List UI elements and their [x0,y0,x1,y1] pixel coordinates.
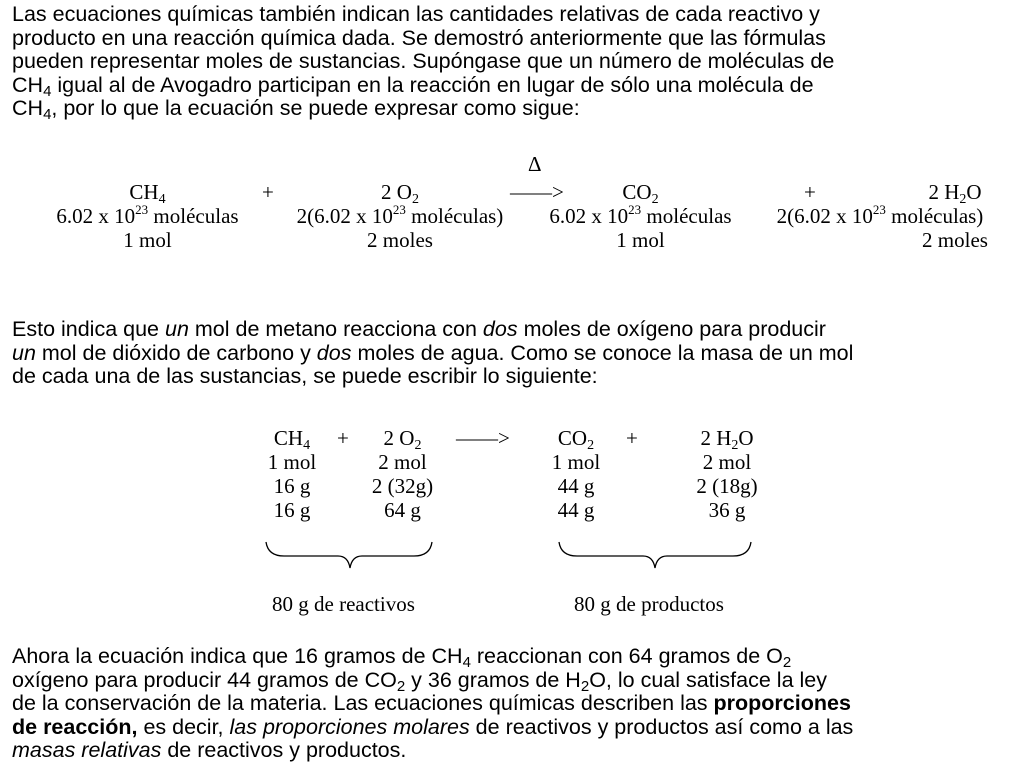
ch4-mass-column [262,426,322,522]
plus-sign [262,180,274,204]
text-span: 80 g de productos [574,592,724,616]
text-span: 16 g [273,498,311,522]
text-span: 2 moles [922,228,988,252]
emphasis: masas relativas [12,738,162,762]
text-line [12,716,1016,740]
text-span: 2(6.02 x 10 [296,204,393,228]
mass-each [360,474,445,498]
bold-text: de reacción, [12,714,138,739]
text-span: 36 g [708,498,746,522]
subscript: 4 [43,106,52,123]
o2-column [280,180,520,252]
text-span: producto en una reacción química dada. Se demostró anteriormente que las fórmulas [12,25,826,50]
subscript: 2 [580,677,590,695]
text-span: pueden representar moles de sustancias. Supóngase que un número de moléculas de [12,49,835,73]
text-span: + [626,426,638,450]
formula [262,426,322,453]
mass-total [262,498,322,522]
mass-each [540,474,612,498]
text-span: de reactivos y productos así como a las [469,714,854,739]
formula [40,180,255,207]
text-span: 2(6.02 x 10 [776,204,873,228]
text-span: de cada una de las sustancias, se puede escribir lo siguiente: [12,364,598,388]
co2-mass-column [540,426,612,522]
text-span: moléculas [641,204,732,228]
text-line [12,74,1016,98]
text-span: 2 moles [367,228,433,252]
text-span: + [337,426,349,450]
reaction-arrow [456,426,510,450]
text-span: 1 mol [123,228,172,252]
bold-text: proporciones [713,691,851,715]
text-line [12,669,1016,693]
text-line [12,739,1016,763]
text-span: oxígeno para producir 44 gramos de CO [12,667,397,692]
text-span: 2 (32g) [371,474,434,498]
text-span: O, lo cual satisface la ley [589,667,827,692]
text-span: 64 g [384,498,421,522]
formula [682,426,772,453]
text-line [12,50,1016,74]
text-span: CH [12,72,44,97]
text-span: 2 O [383,426,415,450]
text-line [12,645,1016,669]
subscript: 2 [651,192,659,207]
text-span: 2 mol [378,450,427,474]
o2-mass-column [360,426,445,522]
plus-sign [626,426,638,450]
text-span: 2 mol [702,450,752,474]
text-span: 6.02 x 10 [549,204,629,228]
products-brace-icon [555,538,755,574]
molecule-count [40,204,255,228]
subscript: 2 [414,438,422,453]
text-span: Esto indica que [12,317,165,341]
text-span: Δ [528,152,542,176]
text-line [12,692,1016,716]
text-span: y 36 gramos de H [405,667,581,692]
products-total [574,592,724,616]
mol-value [262,450,322,474]
text-span: mol de dióxido de carbono y [35,340,317,365]
subscript: 2 [731,438,739,453]
text-span: CO [622,180,652,204]
text-span: 6.02 x 10 [56,204,136,228]
text-span: 2 (18g) [696,474,758,498]
subscript: 2 [782,654,792,671]
mass-total [360,498,445,522]
subscript: 2 [587,438,595,453]
text-span: de la conservación de la materia. Las ecuaciones químicas describen las [12,691,714,715]
delta-symbol [528,152,542,176]
text-span: moléculas) [885,204,984,228]
mole-count [756,228,1004,252]
text-span: CO [557,426,588,450]
text-span: 16 g [273,474,311,498]
text-span: CH [129,180,159,204]
text-span: 44 g [557,498,595,522]
reactants-brace-icon [262,538,437,574]
text-line [12,27,1016,51]
text-line [12,365,1016,389]
text-span: + [262,180,274,204]
text-span: moles de oxígeno para producir [517,317,826,341]
formula [533,180,748,207]
text-line [12,342,1016,366]
text-span: 80 g de reactivos [272,592,415,616]
superscript: 23 [392,202,406,217]
mole-count [280,228,520,252]
mol-value [682,450,772,474]
molecule-count [280,204,520,228]
h2o-column [756,180,1004,252]
mass-total [682,498,772,522]
text-span: Ahora la ecuación indica que 16 gramos de CH [12,644,463,668]
superscript: 23 [872,202,886,217]
text-span: igual al de Avogadro participan en la reacción en lugar de sólo una molécula de [51,72,814,97]
emphasis: un [165,317,189,341]
text-line [12,97,1016,121]
text-line [12,318,1016,342]
text-span: Las ecuaciones químicas también indican las cantidades relativas de cada reactivo y [12,2,820,26]
text-span: + [804,180,816,204]
text-span: CH [12,96,44,120]
text-span: moles de agua. Como se conoce la masa de un mol [351,340,854,365]
subscript: 4 [43,82,52,100]
mol-value [360,450,445,474]
text-span: 2 O [381,180,412,204]
reactants-total [272,592,415,616]
mass-total [540,498,612,522]
intro-paragraph [12,3,1016,121]
plus-sign [337,426,349,450]
subscript: 2 [959,192,967,207]
formula [280,180,520,207]
text-span: mol de metano reacciona con [188,317,483,341]
subscript: 2 [396,677,406,695]
text-span: 1 mol [616,228,665,252]
text-span: 44 g [557,474,595,498]
text-span: O [966,180,982,204]
co2-column [533,180,748,252]
mole-count [533,228,748,252]
emphasis: las proporciones molares [229,714,470,739]
text-span: de reactivos y productos. [161,738,407,762]
text-span: , por lo que la ecuación se puede expresar como sigue: [51,96,580,120]
subscript: 4 [462,654,471,671]
text-span: 1 mol [551,450,601,474]
text-span: ——> [456,426,510,450]
text-span: 2 H [700,426,732,450]
molecule-count [533,204,748,228]
text-span: es decir, [137,714,230,739]
mole-count [40,228,255,252]
emphasis: un [12,340,36,365]
subscript: 4 [158,192,166,207]
text-span: 2 H [928,180,960,204]
mol-value [540,450,612,474]
explanation-paragraph [12,318,1016,389]
text-line [12,3,1016,27]
emphasis: dos [482,317,518,341]
text-span: 1 mol [267,450,317,474]
formula [756,180,1004,207]
formula [540,426,612,453]
text-span: O [738,426,754,450]
subscript: 2 [411,192,419,207]
emphasis: dos [316,340,352,365]
text-span: reaccionan con 64 gramos de O [470,644,783,668]
mass-each [682,474,772,498]
ch4-column [40,180,255,252]
formula [360,426,445,453]
superscript: 23 [628,202,642,217]
text-span: moléculas) [405,204,504,228]
text-span: moléculas [148,204,239,228]
text-span: ——> [510,180,564,204]
molecule-count [756,204,1004,228]
mass-each [262,474,322,498]
subscript: 4 [303,438,311,453]
conclusion-paragraph [12,645,1016,763]
text-span: CH [273,426,304,450]
superscript: 23 [135,202,149,217]
h2o-mass-column [682,426,772,522]
